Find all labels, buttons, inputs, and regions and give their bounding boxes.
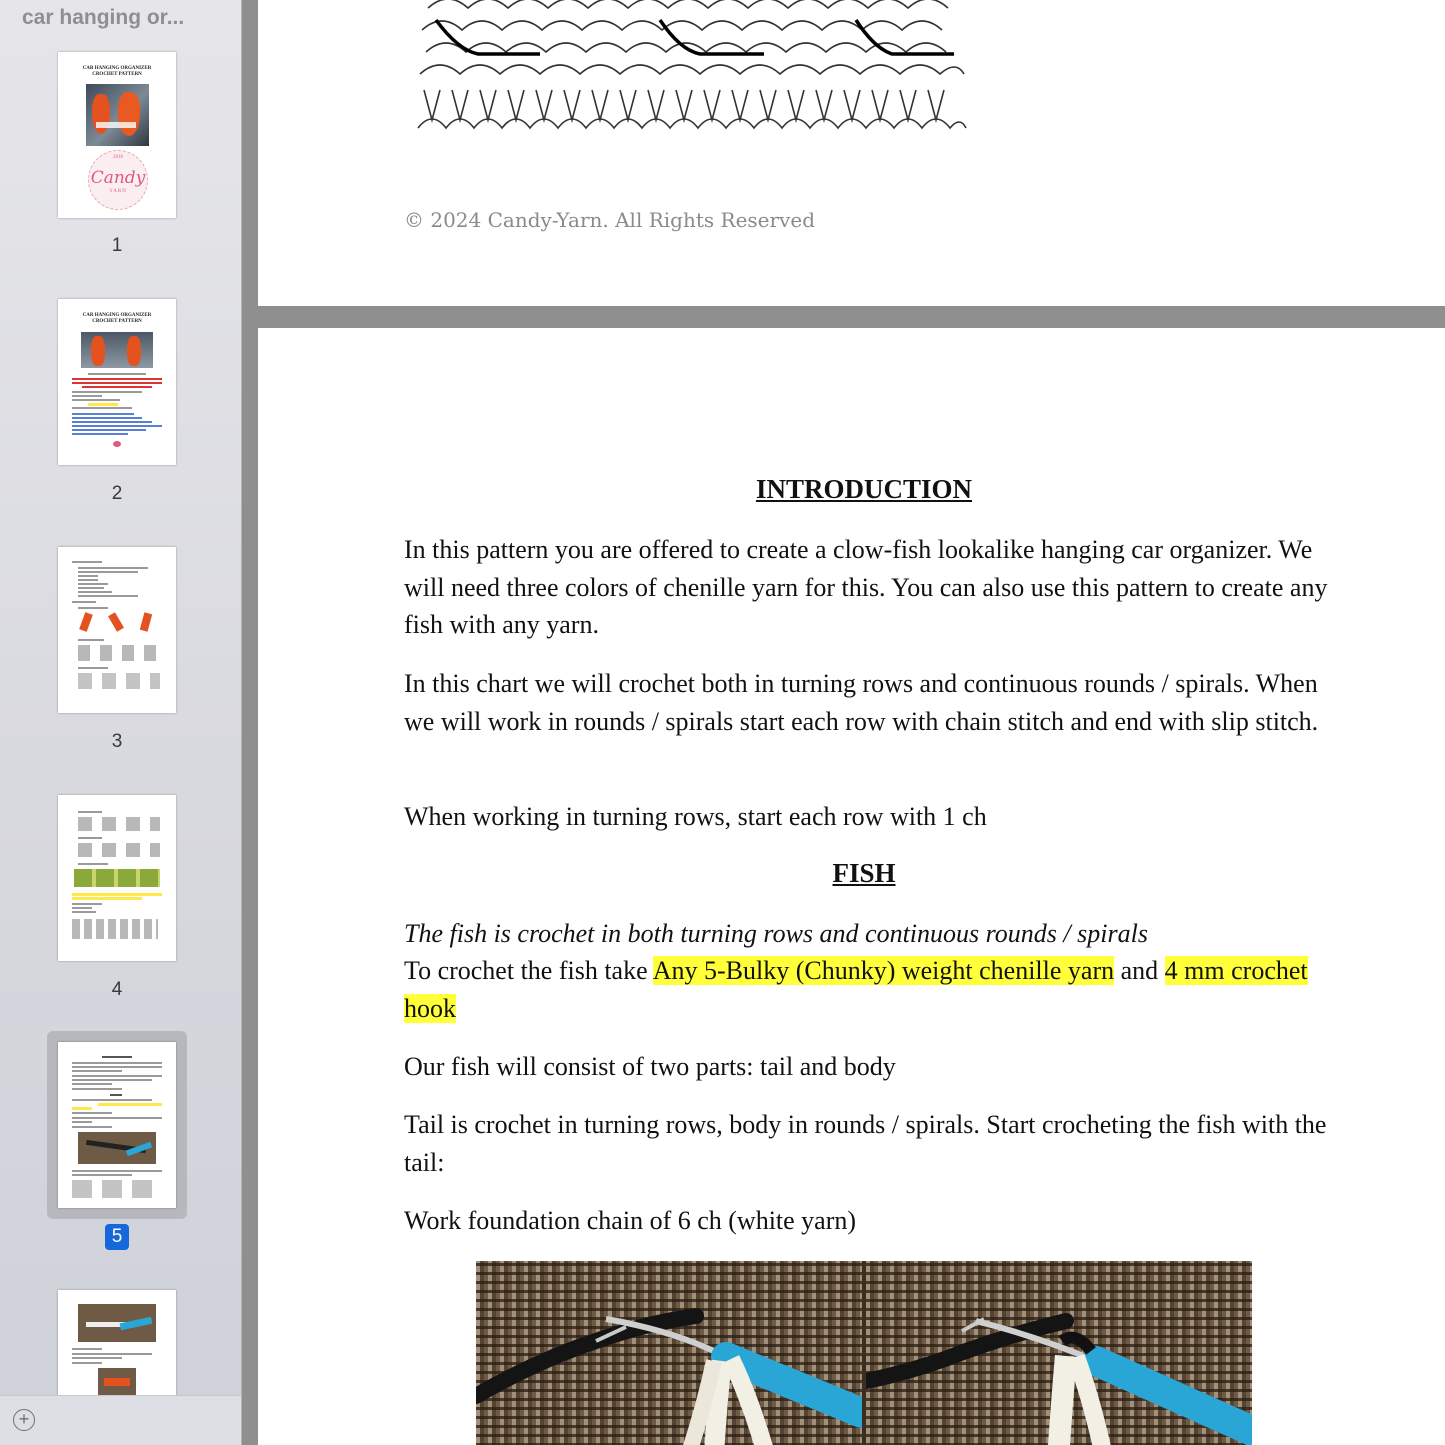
- thumbnail-image-4: [58, 795, 176, 961]
- intro-paragraph-1: In this pattern you are offered to create a clow-fish lookalike hanging car organizer. We will need three colors of chenille yarn for this. You can also use this pattern to create any fish with any yarn.: [404, 535, 1328, 639]
- fish-paragraph-3: Tail is crochet in turning rows, body in rounds / spirals. Start crocheting the fish with the tail:: [404, 1110, 1327, 1177]
- thumbnail-image-2: [58, 299, 176, 465]
- page-number-4: 4: [111, 979, 123, 1000]
- introduction-heading: INTRODUCTION: [755, 474, 973, 504]
- page-thumbnail-4[interactable]: [47, 784, 187, 972]
- photo-left: [476, 1261, 862, 1445]
- page-number-2: 2: [111, 483, 123, 504]
- fish-materials-and: and: [1114, 956, 1165, 985]
- sidebar-footer: [0, 1395, 241, 1445]
- thumb5-photo: [78, 1132, 156, 1164]
- thumbnail-image-5: [58, 1042, 176, 1208]
- page-number-5: 5: [105, 1224, 129, 1250]
- stitch-diagram: [408, 0, 968, 135]
- intro-paragraph-2: In this chart we will crochet both in turning rows and continuous rounds / spirals. When we will work in rounds / spirals start each row with chain stitch and end with slip stitch.: [404, 669, 1319, 736]
- thumb2-photo: [81, 332, 153, 368]
- thumbnail-image-1: [58, 52, 176, 218]
- thumb3-orange-figures: [78, 611, 158, 633]
- add-page-icon[interactable]: +: [13, 1409, 35, 1431]
- page-number-1: 1: [111, 235, 123, 256]
- fish-materials-prefix: To crochet the fish take: [404, 956, 653, 985]
- page-thumbnail-5[interactable]: [47, 1031, 187, 1219]
- previous-page: [258, 0, 1445, 306]
- candy-yarn-logo: 2016 Candy YARN: [88, 150, 148, 210]
- highlight-hook: 4 mm crochet hook: [404, 956, 1308, 1023]
- current-page: [258, 328, 1445, 1445]
- fish-heading: FISH: [832, 858, 896, 888]
- foundation-chain-photo: [476, 1261, 1252, 1445]
- page-thumbnail-sidebar: [0, 0, 242, 1445]
- page-thumbnail-3[interactable]: [47, 536, 187, 724]
- page-thumbnail-1[interactable]: [47, 41, 187, 229]
- page-number-3: 3: [111, 731, 123, 752]
- page-thumbnail-2[interactable]: [47, 288, 187, 476]
- thumb6-photo-2: [98, 1368, 136, 1398]
- thumb1-title-line1: CAR HANGING ORGANIZER: [82, 66, 152, 71]
- thumb2-title-line2: CROCHET PATTERN: [92, 319, 142, 324]
- copyright-footer: © 2024 Candy-Yarn. All Rights Reserved: [404, 208, 815, 232]
- highlight-yarn: Any 5-Bulky (Chunky) weight chenille yarn: [652, 956, 1115, 985]
- fish-italic-note: The fish is crochet in both turning rows and continuous rounds / spirals: [404, 919, 1148, 948]
- thumb2-title-line1: CAR HANGING ORGANIZER: [82, 313, 152, 318]
- document-title: car hanging or...: [22, 6, 185, 29]
- photo-right: [866, 1261, 1252, 1445]
- fish-paragraph-2: Our fish will consist of two parts: tail and body: [404, 1052, 896, 1081]
- thumb6-photo: [78, 1304, 156, 1342]
- document-view[interactable]: [242, 0, 1445, 1445]
- fish-paragraph-4: Work foundation chain of 6 ch (white yarn): [404, 1206, 857, 1235]
- thumbnail-image-3: [58, 547, 176, 713]
- thumb1-title-line2: CROCHET PATTERN: [92, 72, 142, 77]
- thumb1-photo: [86, 84, 149, 146]
- intro-paragraph-3: When working in turning rows, start each row with 1 ch: [404, 802, 987, 831]
- fish-materials-paragraph: [404, 952, 1334, 1027]
